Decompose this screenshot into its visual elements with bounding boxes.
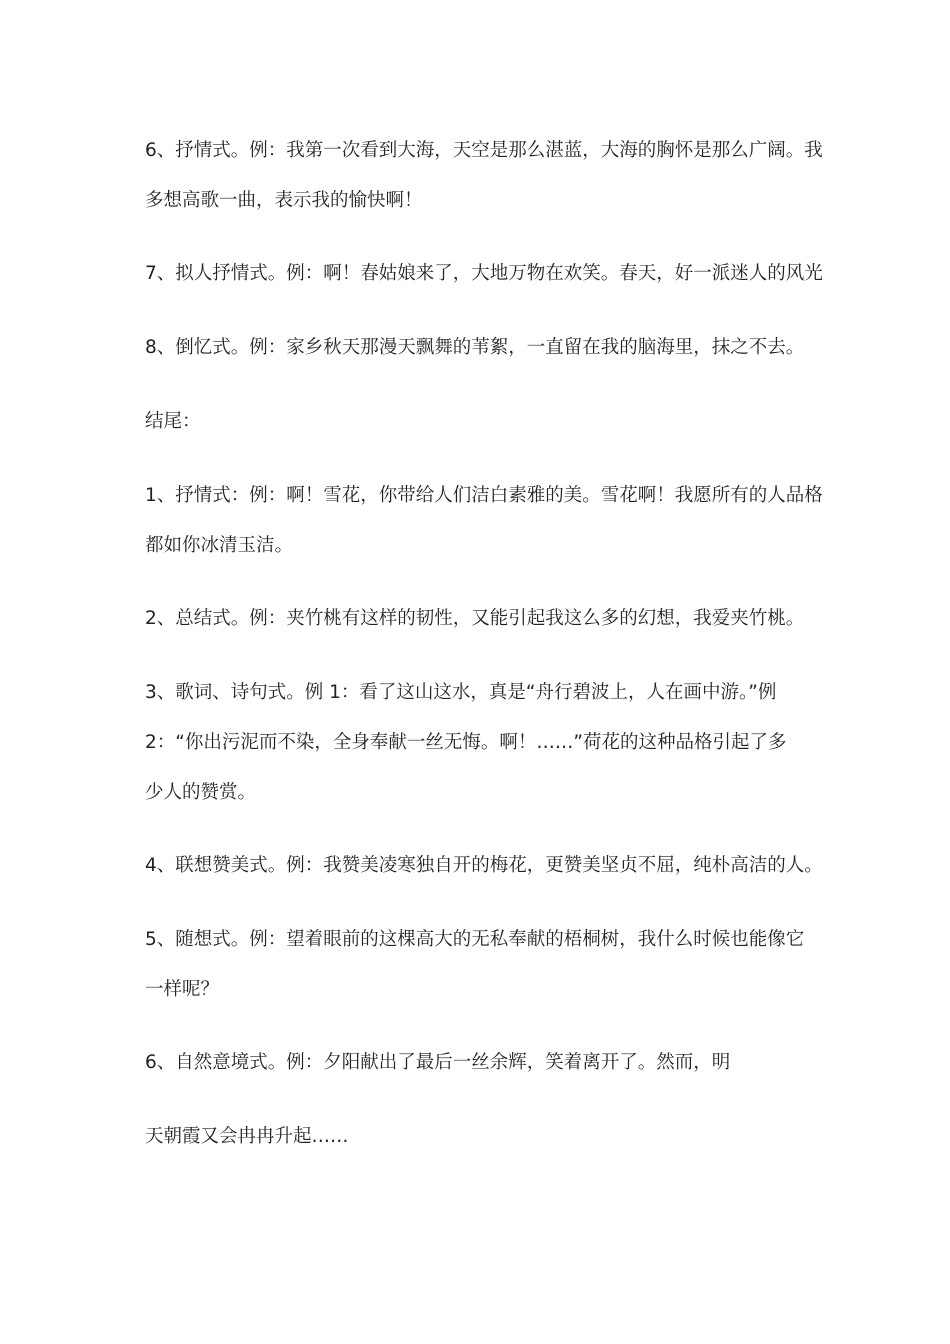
text-line: 4、联想赞美式。例：我赞美凌寒独自开的梅花，更赞美坚贞不屈，纯朴高洁的人。 <box>145 855 823 876</box>
section-heading: 结尾： <box>145 411 201 432</box>
text-line: 多想高歌一曲，表示我的愉快啊！ <box>145 190 423 211</box>
text-line: 都如你冰清玉洁。 <box>145 535 294 556</box>
text-line: 少人的赞赏。 <box>145 782 257 803</box>
text-line: 3、歌词、诗句式。例 1：看了这山这水，真是“舟行碧波上，人在画中游。”例 <box>145 682 777 703</box>
text-line: 5、随想式。例：望着眼前的这棵高大的无私奉献的梧桐树，我什么时候也能像它 <box>145 929 805 950</box>
text-line: 8、倒忆式。例：家乡秋天那漫天飘舞的苇絮，一直留在我的脑海里，抹之不去。 <box>145 337 805 358</box>
text-line: 天朝霞又会冉冉升起…… <box>145 1126 349 1147</box>
text-line: 1、抒情式：例：啊！雪花，你带给人们洁白素雅的美。雪花啊！我愿所有的人品格 <box>145 485 823 506</box>
text-line: 2：“你出污泥而不染，全身奉献一丝无悔。啊！……”荷花的这种品格引起了多 <box>145 732 787 753</box>
text-line: 6、抒情式。例：我第一次看到大海，天空是那么湛蓝，大海的胸怀是那么广阔。我 <box>145 140 823 161</box>
text-line: 6、自然意境式。例：夕阳献出了最后一丝余辉，笑着离开了。然而，明 <box>145 1052 731 1073</box>
text-line: 一样呢？ <box>145 979 220 1000</box>
text-line: 2、总结式。例：夹竹桃有这样的韧性，又能引起我这么多的幻想，我爱夹竹桃。 <box>145 608 805 629</box>
text-line: 7、拟人抒情式。例：啊！春姑娘来了，大地万物在欢笑。春天，好一派迷人的风光 <box>145 263 823 284</box>
